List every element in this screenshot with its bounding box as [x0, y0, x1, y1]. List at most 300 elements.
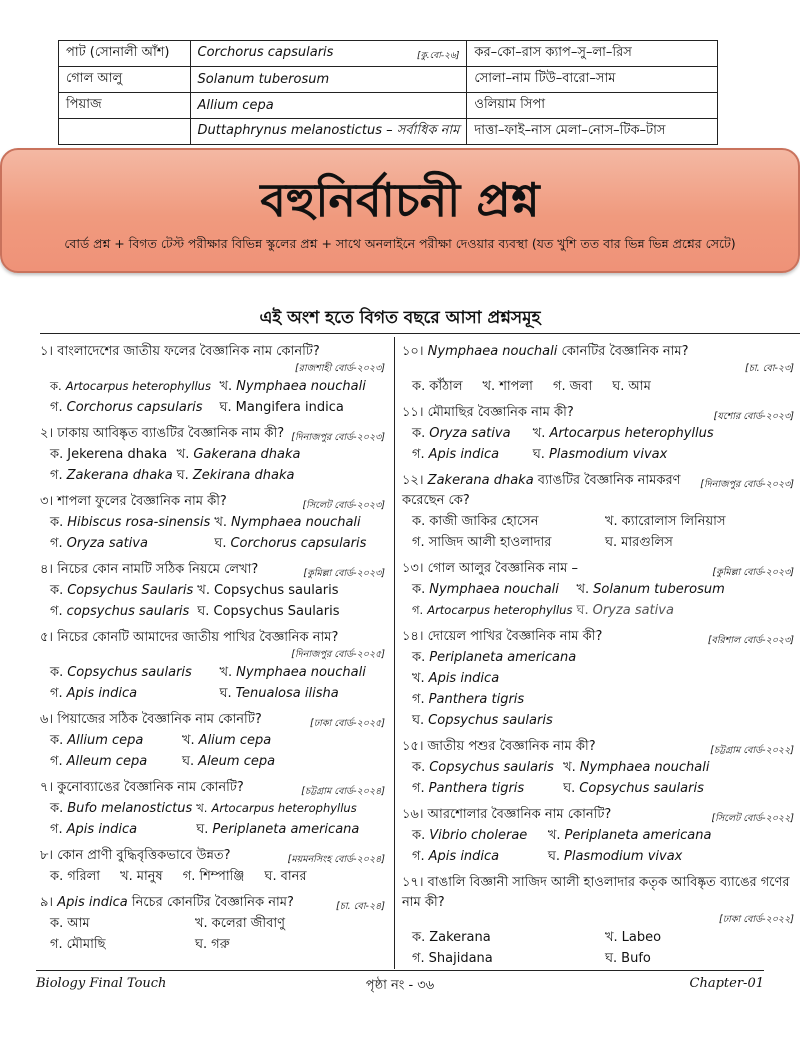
option-text: Corchorus capsularis: [230, 536, 367, 551]
question-text: [40, 846, 385, 866]
question-item: [402, 627, 794, 731]
scientific-name: Corchorus capsularis: [197, 44, 334, 60]
option-text: Bufo melanostictus: [67, 801, 193, 816]
option-label: গ.: [412, 781, 425, 796]
question-text: [40, 560, 385, 580]
option-text: Shajidana: [428, 951, 493, 966]
board-reference: [চা. বো-২৩]: [744, 363, 794, 374]
board-reference: [চট্টগ্রাম বোর্ড-২০২৪]: [301, 786, 385, 797]
option-label: ঘ.: [532, 447, 545, 462]
option-label: ঘ.: [195, 937, 208, 952]
option-text: Oryza sativa: [66, 536, 148, 551]
option-text: Allium cepa: [67, 733, 144, 748]
answer-option[interactable]: [50, 512, 210, 533]
option-label: খ.: [576, 582, 590, 597]
option-text: Copsychus Saularis: [67, 583, 194, 598]
answer-option[interactable]: [197, 601, 339, 622]
option-label: ঘ.: [176, 468, 189, 483]
answer-option[interactable]: [50, 376, 216, 397]
answer-option[interactable]: [412, 757, 559, 778]
option-label: গ.: [552, 379, 566, 394]
option-text: Zakerana dhaka: [66, 468, 173, 483]
question-item: [402, 342, 794, 397]
option-text: গরু: [211, 937, 230, 952]
question-number: ৯।: [40, 895, 58, 910]
table-cell-common-name: পাট (সোনালী আঁশ): [59, 41, 191, 67]
option-label: খ.: [482, 379, 496, 394]
option-label: গ.: [50, 822, 63, 837]
option-text: Artocarpus heterophyllus: [549, 426, 714, 441]
question-number: ১২।: [402, 473, 428, 488]
question-item: [402, 873, 794, 969]
board-reference: [ঢাকা বোর্ড-২০২২]: [719, 914, 794, 925]
option-label: ক.: [50, 733, 64, 748]
answer-option[interactable]: [182, 751, 310, 772]
answer-option[interactable]: [50, 819, 192, 840]
answer-option[interactable]: [50, 798, 192, 819]
option-text: Copsychus saularis: [579, 781, 704, 796]
question-text: [40, 342, 385, 362]
option-text: আম: [67, 916, 90, 931]
answer-option[interactable]: [50, 533, 210, 554]
question-item: [402, 559, 794, 621]
question-item: [40, 342, 385, 418]
option-label: ঘ.: [214, 536, 227, 551]
answer-option[interactable]: [412, 825, 544, 846]
answer-option[interactable]: [214, 512, 366, 533]
footer-page-number: পৃষ্ঠা নং - ৩৬: [365, 978, 435, 993]
option-label: ক.: [412, 582, 426, 597]
table-row: [59, 93, 718, 119]
option-label: ক.: [50, 583, 64, 598]
option-text: Plasmodium vivax: [548, 447, 668, 462]
question-text: [402, 873, 794, 913]
answer-option[interactable]: [412, 444, 529, 465]
option-text: Copsychus saularis: [213, 583, 339, 598]
answer-option[interactable]: [576, 579, 724, 600]
question-text: [402, 737, 794, 757]
question-stem: ৩। শাপলা ফুলের বৈজ্ঞানিক নাম কী?: [40, 494, 227, 509]
questions-left-column: [40, 342, 385, 961]
question-text: [40, 710, 385, 730]
question-item: [40, 560, 385, 622]
option-text: শিম্পাঞ্জি: [199, 869, 245, 884]
question-scientific-name: Apis indica: [57, 895, 128, 910]
option-label: খ.: [412, 671, 425, 686]
option-label: খ.: [214, 515, 227, 530]
answer-option[interactable]: [50, 751, 178, 772]
answer-option[interactable]: [50, 866, 100, 887]
option-text: Apis indica: [428, 447, 500, 462]
banner-subtitle: বোর্ড প্রশ্ন + বিগত টেস্ট পরীক্ষার বিভিন্ন স্কুলের প্রশ্ন + সাথে অনলাইনে পরীক্ষা দেওয়ার ব্যবস্থা (যত খুশি তত বার ভিন্ন ভিন্ন প্রশ্নের সেটে): [64, 236, 736, 251]
question-text: [402, 559, 794, 579]
board-reference: [ঢাকা বোর্ড-২০২৫]: [310, 718, 385, 729]
answer-option[interactable]: [563, 757, 710, 778]
board-reference: [চা. বো-২৪]: [336, 901, 385, 912]
option-text: Jekerena dhaka: [67, 447, 168, 462]
option-label: ক.: [412, 379, 426, 394]
option-label: গ.: [412, 951, 425, 966]
answer-options: [402, 423, 714, 465]
board-reference: [চট্টগ্রাম বোর্ড-২০২২]: [710, 745, 794, 756]
option-text: Periplaneta americana: [564, 828, 712, 843]
option-text: Panthera tigris: [428, 781, 525, 796]
option-label: গ.: [412, 849, 425, 864]
option-label: ক.: [412, 426, 426, 441]
section-heading: এই অংশ হতে বিগত বছরে আসা প্রশ্নসমূহ: [259, 308, 541, 328]
table-row: [59, 67, 718, 93]
question-text: [40, 424, 385, 444]
option-text: মৌমাছি: [66, 937, 106, 952]
option-text: copsychus saularis: [66, 604, 190, 619]
answer-options: [40, 730, 310, 772]
answer-option[interactable]: [412, 668, 708, 689]
option-label: গ.: [412, 447, 425, 462]
answer-option[interactable]: [412, 689, 708, 710]
table-cell-scientific-name: Solanum tuberosum: [190, 67, 467, 93]
option-label: ক.: [50, 447, 64, 462]
answer-options: [40, 580, 340, 622]
question-stem: কোনটির বৈজ্ঞানিক নাম?: [557, 344, 689, 359]
answer-option[interactable]: [576, 600, 724, 621]
option-label: ক.: [412, 930, 426, 945]
answer-option[interactable]: [605, 927, 794, 948]
option-label: ক.: [50, 869, 64, 884]
table-cell-scientific-name: Duttaphrynus melanostictus – সর্বাধিক নাম: [190, 119, 467, 145]
answer-option[interactable]: [50, 601, 193, 622]
option-text: Copsychus saularis: [429, 760, 554, 775]
board-reference: [দিনাজপুর বোর্ড-২০২৩]: [291, 432, 385, 443]
table-cell-pronunciation: সোলা–নাম টিউ–বারো–সাম: [467, 67, 718, 93]
question-stem: ১১। মৌমাছির বৈজ্ঞানিক নাম কী?: [402, 405, 574, 420]
option-text: Labeo: [621, 930, 662, 945]
answer-options: [402, 579, 725, 621]
option-text: Copsychus saularis: [428, 713, 553, 728]
answer-option[interactable]: [412, 846, 544, 867]
option-label: ঘ.: [605, 535, 618, 550]
option-label: ক.: [50, 515, 64, 530]
answer-options: [40, 866, 307, 887]
question-item: [402, 737, 794, 799]
option-text: Artocarpus heterophyllus: [427, 603, 573, 617]
question-item: [402, 403, 794, 465]
option-text: Copsychus Saularis: [213, 604, 340, 619]
question-text: [40, 492, 385, 512]
option-text: Oryza sativa: [592, 603, 674, 618]
question-stem: ৬। পিয়াজের সঠিক বৈজ্ঞানিক নাম কোনটি?: [40, 712, 262, 727]
option-text: Periplaneta americana: [212, 822, 360, 837]
question-scientific-name: Zakerana dhaka: [427, 473, 534, 488]
answer-option[interactable]: [50, 580, 193, 601]
option-label: গ.: [50, 400, 63, 415]
column-divider: [394, 337, 395, 969]
question-stem: ব্যাঙটির বৈজ্ঞানিক নামকরণ করেছেন কে?: [402, 473, 681, 508]
option-text: Alium cepa: [198, 733, 272, 748]
scientific-names-table: [58, 40, 718, 145]
answer-option[interactable]: [196, 798, 359, 819]
option-text: Oryza sativa: [429, 426, 511, 441]
option-text: Apis indica: [66, 686, 138, 701]
option-label: গ.: [50, 468, 63, 483]
option-text: Apis indica: [66, 822, 138, 837]
option-text: Artocarpus heterophyllus: [211, 801, 357, 815]
option-label: ঘ.: [576, 603, 589, 618]
answer-options: [402, 511, 794, 553]
answer-option[interactable]: [412, 948, 601, 969]
answer-option[interactable]: [195, 913, 336, 934]
option-label: খ.: [605, 930, 618, 945]
answer-option[interactable]: [264, 866, 306, 887]
option-label: খ.: [219, 665, 233, 680]
answer-option[interactable]: [50, 683, 216, 704]
option-text: কাজী জাকির হোসেন: [429, 514, 539, 529]
question-text: [402, 627, 794, 647]
board-reference: [বরিশাল বোর্ড-২০২৩]: [707, 635, 794, 646]
option-text: জবা: [569, 379, 593, 394]
footer-book-title: Biology Final Touch: [36, 976, 167, 991]
option-label: খ.: [196, 801, 208, 815]
option-label: ক.: [50, 665, 64, 680]
question-item: [402, 805, 794, 867]
option-label: খ.: [547, 828, 561, 843]
answer-option[interactable]: [412, 927, 601, 948]
answer-option[interactable]: [605, 948, 794, 969]
option-text: Tenualosa ilisha: [235, 686, 339, 701]
option-text: মারগুলিস: [621, 535, 673, 550]
option-text: Vibrio cholerae: [429, 828, 528, 843]
question-text: [40, 893, 385, 913]
answer-option[interactable]: [412, 532, 601, 553]
question-text: [402, 471, 794, 511]
answer-option[interactable]: [412, 579, 572, 600]
footer-chapter: Chapter-01: [689, 976, 764, 991]
option-label: গ.: [50, 754, 63, 769]
board-reference: [কুমিল্লা বোর্ড-২০২৩]: [303, 568, 385, 579]
question-item: [40, 424, 385, 486]
answer-option[interactable]: [220, 397, 386, 418]
answer-option[interactable]: [197, 580, 339, 601]
option-label: গ.: [50, 937, 63, 952]
option-label: খ.: [219, 379, 233, 394]
option-label: ঘ.: [219, 400, 232, 415]
table-cell-common-name: [59, 119, 191, 145]
option-label: গ.: [412, 692, 425, 707]
option-label: ঘ.: [182, 754, 195, 769]
answer-option[interactable]: [605, 532, 794, 553]
option-label: গ.: [50, 604, 63, 619]
answer-option[interactable]: [548, 825, 712, 846]
option-label: ক.: [50, 801, 64, 816]
option-label: খ.: [197, 583, 210, 598]
option-label: ঘ.: [412, 713, 425, 728]
answer-option[interactable]: [220, 376, 386, 397]
answer-option[interactable]: [195, 934, 336, 955]
option-label: ঘ.: [612, 379, 625, 394]
table-row: [59, 119, 718, 145]
option-label: গ.: [182, 869, 196, 884]
board-reference: [দিনাজপুর বোর্ড-২০২৩]: [700, 479, 794, 490]
option-label: গ.: [50, 686, 63, 701]
option-label: খ.: [120, 869, 133, 884]
answer-option[interactable]: [612, 376, 651, 397]
table-cell-pronunciation: দাত্তা–ফাই–নাস মেলা–নোস–টিক–টাস: [467, 119, 718, 145]
answer-options: [40, 798, 360, 840]
question-text: [402, 342, 794, 362]
questions-right-column: [402, 342, 794, 975]
answer-options: [402, 757, 710, 799]
answer-option[interactable]: [50, 730, 178, 751]
answer-option[interactable]: [120, 866, 163, 887]
option-text: Zakerana: [429, 930, 491, 945]
answer-option[interactable]: [196, 819, 359, 840]
option-text: Mangifera indica: [235, 400, 344, 415]
answer-option[interactable]: [605, 511, 794, 532]
question-stem: ৭। কুনোব্যাঙের বৈজ্ঞানিক নাম কোনটি?: [40, 780, 244, 795]
answer-option[interactable]: [50, 913, 191, 934]
answer-option[interactable]: [412, 647, 708, 668]
answer-option[interactable]: [563, 778, 710, 799]
answer-option[interactable]: [553, 376, 592, 397]
answer-option[interactable]: [177, 465, 301, 486]
answer-option[interactable]: [50, 934, 191, 955]
option-text: Nymphaea nouchali: [579, 760, 710, 775]
option-label: খ.: [605, 514, 618, 529]
option-label: ঘ.: [219, 686, 232, 701]
option-text: Copsychus saularis: [67, 665, 192, 680]
option-label: গ.: [50, 536, 63, 551]
option-text: সাজিদ আলী হাওলাদার: [428, 535, 552, 550]
option-text: Alleum cepa: [66, 754, 148, 769]
answer-option[interactable]: [412, 423, 529, 444]
option-text: Apis indica: [428, 849, 500, 864]
answer-options: [40, 376, 385, 418]
option-label: ক.: [412, 760, 426, 775]
question-item: [40, 492, 385, 554]
question-stem: ১। বাংলাদেশের জাতীয় ফলের বৈজ্ঞানিক নাম কোনটি?: [40, 344, 320, 359]
answer-option[interactable]: [412, 376, 463, 397]
question-item: [40, 628, 385, 704]
question-item: [40, 846, 385, 887]
answer-option[interactable]: [533, 444, 714, 465]
option-label: ঘ.: [563, 781, 576, 796]
table-cell-scientific-name: Allium cepa: [190, 93, 467, 119]
table-cell-pronunciation: কর–কো–রাস ক্যাপ–সু–লা–রিস: [467, 41, 718, 67]
answer-option[interactable]: [548, 846, 712, 867]
answer-option[interactable]: [50, 662, 216, 683]
question-number: ১০।: [402, 344, 428, 359]
option-text: Nymphaea nouchali: [236, 665, 366, 680]
answer-option[interactable]: [50, 444, 173, 465]
option-label: ক.: [412, 650, 426, 665]
answer-option[interactable]: [182, 730, 310, 751]
option-text: Corchorus capsularis: [66, 400, 203, 415]
option-text: Zekirana dhaka: [192, 468, 295, 483]
question-stem: ৮। কোন প্রাণী বুদ্ধিবৃত্তিকভাবে উন্নত?: [40, 848, 231, 863]
option-label: ঘ.: [196, 822, 209, 837]
table-cell-common-name: পিয়াজ: [59, 93, 191, 119]
answer-option[interactable]: [220, 683, 386, 704]
option-text: কাঁঠাল: [429, 379, 463, 394]
answer-option[interactable]: [214, 533, 366, 554]
option-label: খ.: [182, 733, 195, 748]
answer-option[interactable]: [220, 662, 386, 683]
table-cell-scientific-name: [190, 41, 467, 67]
option-text: Periplaneta americana: [429, 650, 577, 665]
question-stem: ১৭। বাঙালি বিজ্ঞানী সাজিদ আলী হাওলাদার কতৃক আবিষ্কৃত ব্যাঙের গণের নাম কী?: [402, 875, 790, 910]
option-text: গরিলা: [67, 869, 101, 884]
board-reference: [সিলেট বোর্ড-২০২৩]: [302, 500, 385, 511]
answer-option[interactable]: [50, 397, 216, 418]
mcq-banner: [0, 148, 800, 273]
option-text: বানর: [280, 869, 307, 884]
table-cell-pronunciation: ওলিয়াম সিপা: [467, 93, 718, 119]
question-text: [402, 403, 794, 423]
answer-option[interactable]: [50, 465, 173, 486]
option-text: Gakerana dhaka: [193, 447, 301, 462]
question-item: [402, 471, 794, 553]
question-stem: ১৪। দোয়েল পাখির বৈজ্ঞানিক নাম কী?: [402, 629, 603, 644]
answer-option[interactable]: [183, 866, 245, 887]
board-reference: [দিনাজপুর বোর্ড-২০২৫]: [291, 649, 385, 660]
table-ref: [কু.বো-২৬]: [416, 50, 460, 61]
option-text: মানুষ: [136, 869, 163, 884]
option-text: আম: [628, 379, 651, 394]
section-divider: [40, 333, 800, 334]
option-label: খ.: [563, 760, 576, 775]
answer-options: [40, 444, 301, 486]
answer-options: [402, 927, 794, 969]
option-label: ক.: [50, 379, 62, 393]
answer-options: [40, 913, 336, 955]
option-text: Nymphaea nouchali: [230, 515, 361, 530]
answer-option[interactable]: [412, 778, 559, 799]
option-label: খ.: [176, 447, 190, 462]
board-reference: [সিলেট বোর্ড-২০২২]: [711, 813, 794, 824]
answer-option[interactable]: [177, 444, 301, 465]
option-text: Hibiscus rosa-sinensis: [67, 515, 211, 530]
question-stem: ২। ঢাকায় আবিষ্কৃত ব্যাঙটির বৈজ্ঞানিক নাম কী?: [40, 426, 285, 441]
option-text: Plasmodium vivax: [564, 849, 683, 864]
question-scientific-name: Nymphaea nouchali: [427, 344, 558, 359]
table-row: [59, 41, 718, 67]
answer-option[interactable]: [533, 423, 714, 444]
answer-options: [40, 662, 385, 704]
option-text: Nymphaea nouchali: [429, 582, 559, 597]
option-label: খ.: [532, 426, 546, 441]
option-label: গ.: [412, 535, 425, 550]
option-text: Solanum tuberosum: [593, 582, 725, 597]
option-text: শাপলা: [499, 379, 533, 394]
option-label: ঘ.: [547, 849, 560, 864]
answer-option[interactable]: [412, 511, 601, 532]
option-text: Aleum cepa: [198, 754, 276, 769]
option-text: Apis indica: [428, 671, 500, 686]
question-stem: ১৬। আরশোলার বৈজ্ঞানিক নাম কোনটি?: [402, 807, 612, 822]
banner-title: বহুনির্বাচনী প্রশ্ন: [260, 173, 540, 227]
answer-options: [402, 647, 708, 731]
table-cell-common-name: গোল আলু: [59, 67, 191, 93]
option-label: গ.: [412, 603, 424, 617]
option-label: খ.: [195, 916, 208, 931]
answer-option[interactable]: [483, 376, 533, 397]
answer-options: [402, 376, 794, 397]
answer-options: [40, 512, 367, 554]
question-text: [40, 778, 385, 798]
question-stem: ৫। নিচের কোনটি আমাদের জাতীয় পাখির বৈজ্ঞানিক নাম?: [40, 630, 339, 645]
answer-option[interactable]: [412, 600, 572, 621]
answer-options: [402, 825, 711, 867]
answer-option[interactable]: [412, 710, 708, 731]
